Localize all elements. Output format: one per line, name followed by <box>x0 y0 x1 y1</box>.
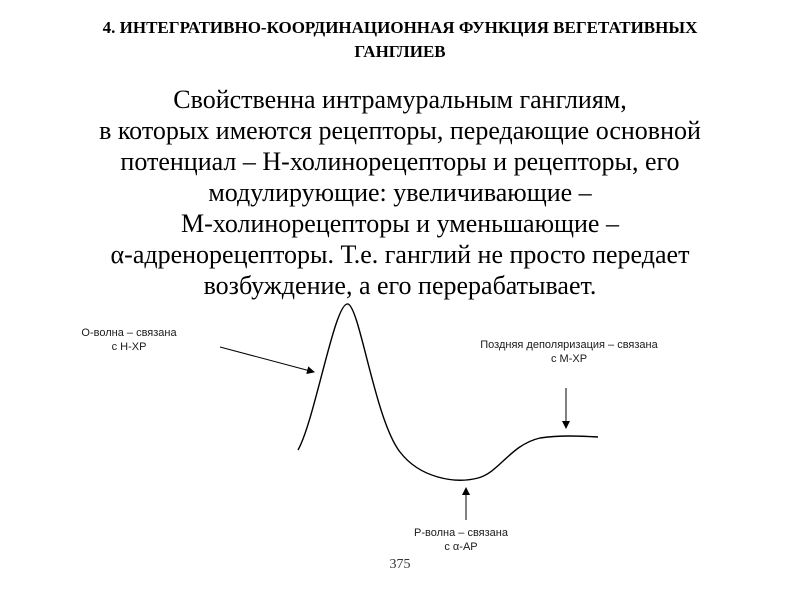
body-line-5: М-холинорецепторы и уменьшающие – <box>181 209 619 238</box>
o-wave-label-line-2: с Н-ХР <box>111 341 147 353</box>
body-line-3: потенциал – Н-холинорецепторы и рецепторы, его <box>120 147 680 176</box>
slide-title-line-2: ГАНГЛИЕВ <box>354 42 446 61</box>
o-wave-arrow <box>220 347 314 372</box>
body-line-1: Свойственна интрамуральным ганглиям, <box>173 85 627 114</box>
late-depolarization-label <box>452 338 686 366</box>
body-line-7: возбуждение, а его перерабатывает. <box>203 271 597 300</box>
o-wave-label-line-1: О-волна – связана <box>81 327 177 339</box>
slide-title-line-1: 4. ИНТЕГРАТИВНО-КООРДИНАЦИОННАЯ ФУНКЦИЯ ВЕГЕТАТИВНЫХ <box>102 18 698 37</box>
body-line-2: в которых имеются рецепторы, передающие основной <box>99 116 701 145</box>
body-line-6: α-адренорецепторы. Т.е. ганглий не просто передает <box>110 240 690 269</box>
body-line-4: модулирующие: увеличивающие – <box>208 178 592 207</box>
p-wave-label <box>396 526 526 554</box>
page-number: 375 <box>389 557 411 572</box>
o-wave-label <box>74 326 184 354</box>
p-wave-label-line-2: с α-АР <box>444 541 478 553</box>
potential-curve <box>298 304 598 480</box>
late-depolarization-label-line-1: Поздняя деполяризация – связана <box>480 339 658 351</box>
late-depolarization-label-line-2: с М-ХР <box>550 353 588 365</box>
p-wave-label-line-1: Р-волна – связана <box>414 527 508 539</box>
